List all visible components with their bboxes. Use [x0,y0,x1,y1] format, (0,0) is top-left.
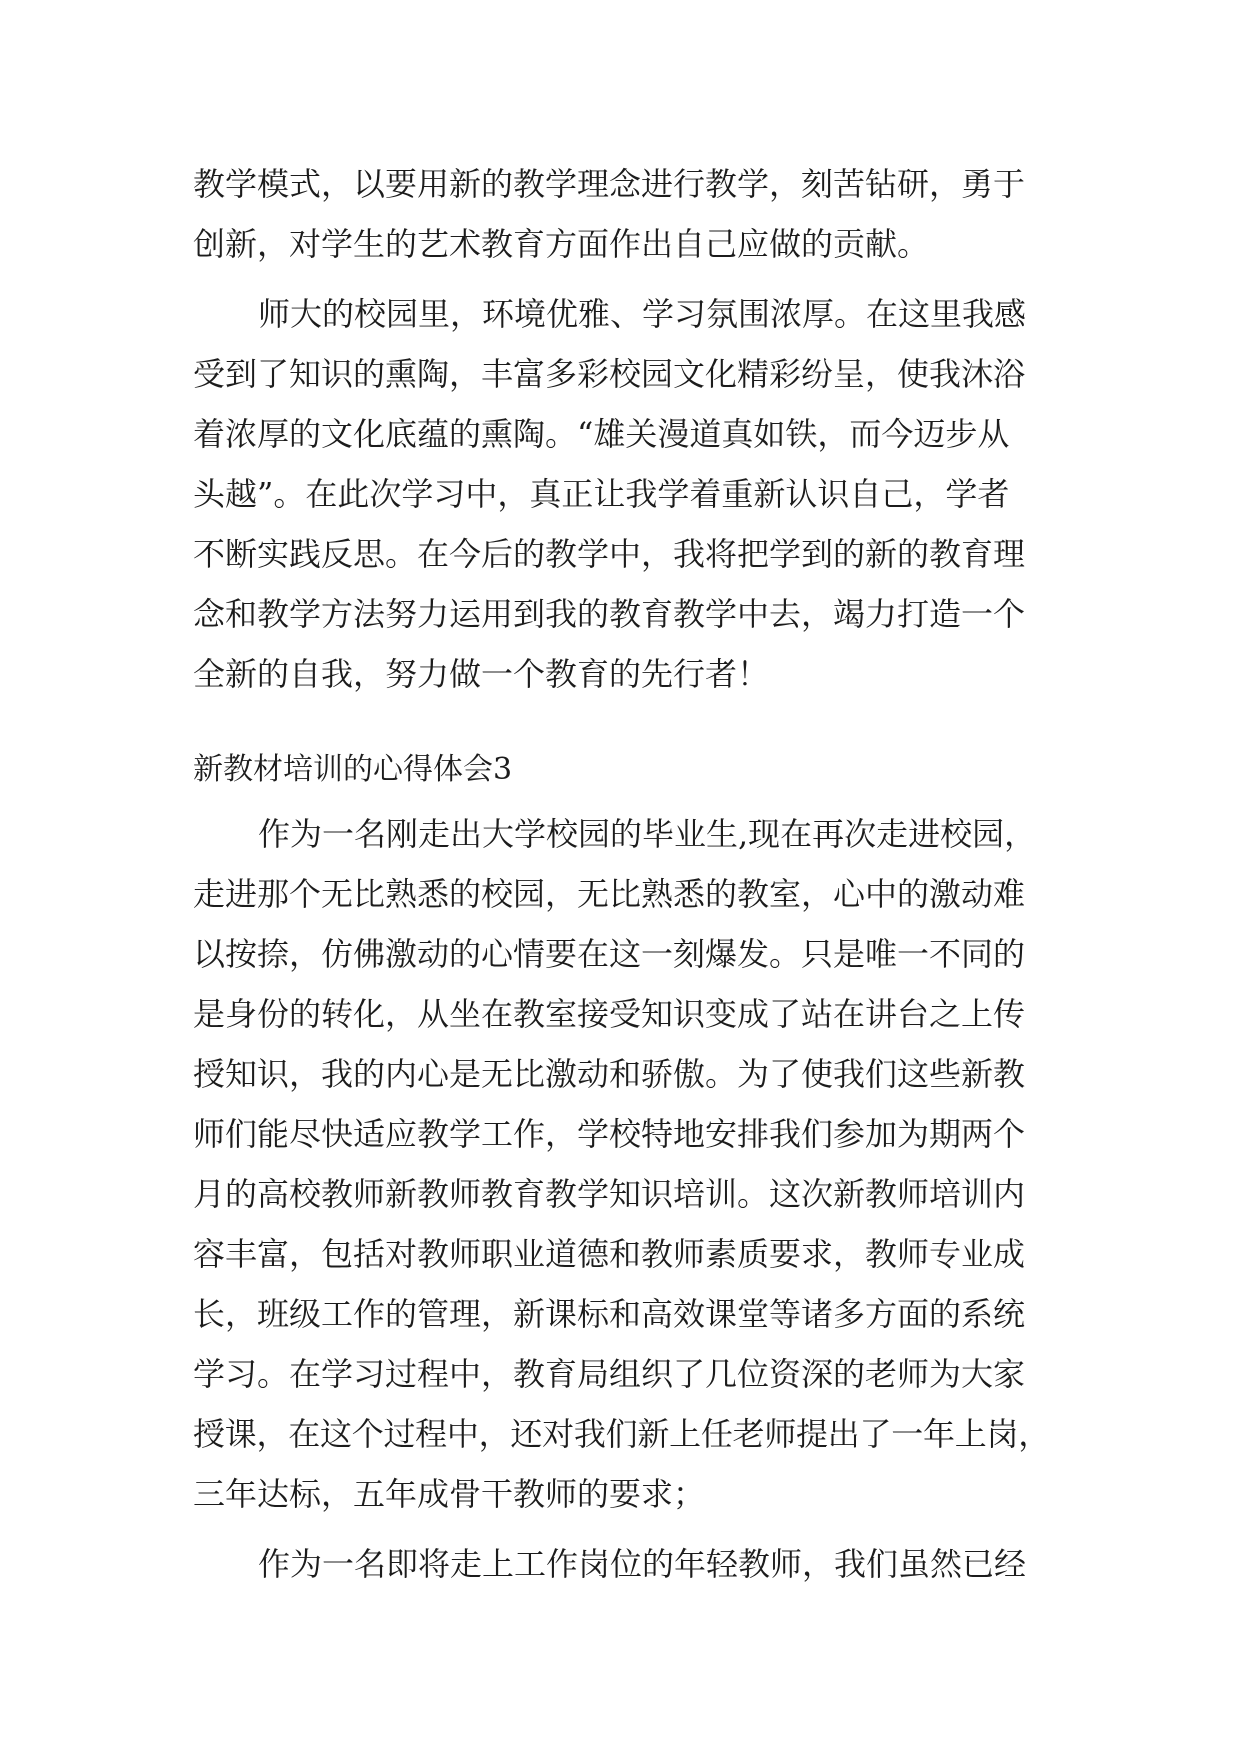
body-text-line: 不断实践反思。在今后的教学中，我将把学到的新的教育理 [193,535,1026,573]
body-text-line: 授知识，我的内心是无比激动和骄傲。为了使我们这些新教 [193,1055,1026,1093]
paragraph-first-line: 师大的校园里，环境优雅、学习氛围浓厚。在这里我感 [258,295,1027,333]
body-text-line: 长，班级工作的管理，新课标和高效课堂等诸多方面的系统 [193,1295,1026,1333]
body-text-line: 是身份的转化，从坐在教室接受知识变成了站在讲台之上传 [193,995,1026,1033]
body-text-line: 走进那个无比熟悉的校园，无比熟悉的教室，心中的激动难 [193,875,1026,913]
body-text-line: 月的高校教师新教师教育教学知识培训。这次新教师培训内 [193,1175,1026,1213]
body-text-line: 念和教学方法努力运用到我的教育教学中去，竭力打造一个 [193,595,1026,633]
body-text-line: 学习。在学习过程中，教育局组织了几位资深的老师为大家 [193,1355,1026,1393]
paragraph-first-line: 作为一名即将走上工作岗位的年轻教师，我们虽然已经 [258,1545,1027,1583]
body-text-line: 受到了知识的熏陶，丰富多彩校园文化精彩纷呈，使我沐浴 [193,355,1026,393]
section-heading: 新教材培训的心得体会3 [193,752,513,787]
body-text-line: 容丰富，包括对教师职业道德和教师素质要求，教师专业成 [193,1235,1026,1273]
body-text-line: 三年达标，五年成骨干教师的要求； [193,1475,706,1513]
body-text-line: 授课，在这个过程中，还对我们新上任老师提出了一年上岗， [193,1415,1050,1453]
body-text-line: 创新，对学生的艺术教育方面作出自己应做的贡献。 [193,225,930,263]
body-text-line: 头越”。在此次学习中，真正让我学着重新认识自己，学者 [193,475,1010,513]
body-text-line: 教学模式，以要用新的教学理念进行教学，刻苦钻研，勇于 [193,165,1026,203]
paragraph-first-line: 作为一名刚走出大学校园的毕业生,现在再次走进校园， [258,815,1037,853]
body-text-line: 全新的自我，努力做一个教育的先行者！ [193,655,770,693]
body-text-line: 着浓厚的文化底蕴的熏陶。“雄关漫道真如铁，而今迈步从 [193,415,1010,453]
body-text-line: 师们能尽快适应教学工作，学校特地安排我们参加为期两个 [193,1115,1026,1153]
body-text-line: 以按捺，仿佛激动的心情要在这一刻爆发。只是唯一不同的 [193,935,1026,973]
